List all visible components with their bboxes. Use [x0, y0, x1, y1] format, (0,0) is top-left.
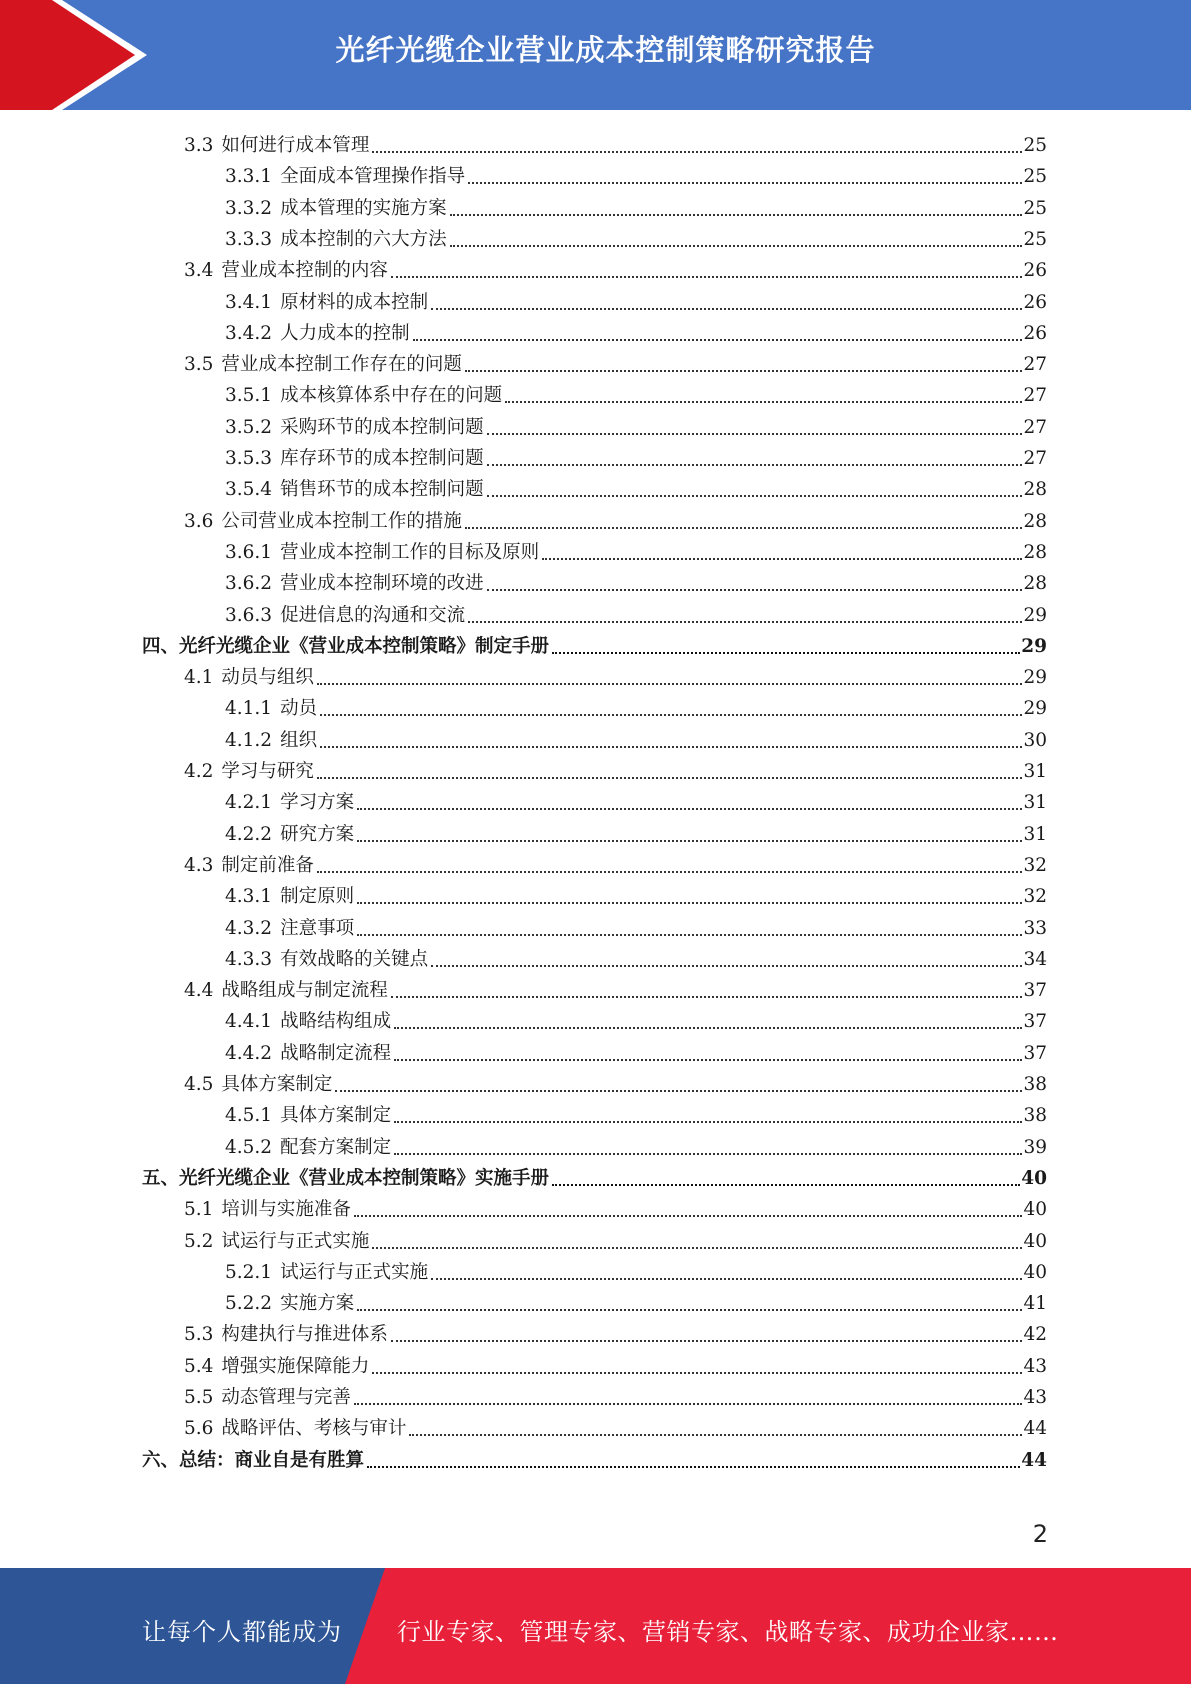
toc-entry-label: [225, 1104, 393, 1128]
toc-entry-page: 29: [1023, 698, 1047, 720]
dot-leader: [357, 1309, 1022, 1311]
toc-entry-page: 40: [1023, 1261, 1047, 1283]
toc-entry[interactable]: [225, 878, 1047, 909]
toc-entry-number: 4.2.2: [225, 823, 273, 845]
toc-entry-page: 40: [1023, 1199, 1047, 1221]
toc-entry-number: 4.4.1: [225, 1011, 273, 1033]
dot-leader: [394, 1059, 1022, 1061]
toc-entry-label: [225, 447, 486, 471]
toc-entry-title: 成本管理的实施方案: [280, 197, 447, 219]
dot-leader: [372, 151, 1022, 153]
toc-entry-number: 3.5.1: [225, 385, 273, 407]
toc-entry-number: 3.3: [184, 135, 214, 156]
toc-entry-page: 32: [1023, 854, 1047, 876]
toc-entry[interactable]: [225, 221, 1047, 252]
toc-entry[interactable]: [225, 1003, 1047, 1034]
toc-entry-page: 38: [1023, 1105, 1047, 1127]
toc-entry-number: 5.3: [184, 1324, 214, 1346]
toc-entry-title: 增强实施保障能力: [221, 1355, 370, 1377]
toc-entry-number: 4.5.1: [225, 1105, 273, 1127]
toc-entry-page: 25: [1023, 228, 1047, 250]
toc-entry-label: [225, 1010, 393, 1034]
dot-leader: [354, 1215, 1023, 1217]
toc-entry-title: 库存环节的成本控制问题: [280, 448, 484, 469]
toc-entry-label: [225, 823, 356, 847]
toc-entry[interactable]: [225, 284, 1047, 315]
toc-entry[interactable]: [225, 1097, 1047, 1128]
toc-entry-label: [225, 541, 541, 565]
toc-entry[interactable]: [225, 910, 1047, 941]
toc-entry-label: [184, 1230, 371, 1254]
toc-entry-page: 40: [1021, 1167, 1047, 1189]
toc-entry-page: 37: [1023, 1011, 1047, 1033]
toc-entry-number: 4.1: [184, 667, 214, 689]
dot-leader: [409, 1434, 1022, 1436]
toc-entry[interactable]: [225, 784, 1047, 815]
toc-entry-page: 27: [1023, 354, 1047, 376]
toc-entry-number: 4.4.2: [225, 1042, 273, 1064]
toc-entry-label: [225, 478, 486, 502]
toc-entry-title: 战略制定流程: [280, 1042, 392, 1064]
toc-entry[interactable]: [184, 1410, 1047, 1441]
toc-entry-number: 3.4.1: [225, 291, 273, 313]
toc-entry[interactable]: [225, 565, 1047, 596]
dot-leader: [357, 934, 1022, 936]
toc-entry-label: [225, 791, 356, 815]
toc-entry-label: [225, 228, 449, 252]
toc-entry-number: 5.4: [184, 1355, 214, 1377]
toc-entry-number: 4.3: [184, 854, 214, 876]
toc-entry-number: 3.6.3: [225, 604, 273, 626]
toc-entry[interactable]: [184, 503, 1047, 534]
toc-entry-page: 31: [1023, 761, 1047, 782]
toc-entry-title: 营业成本控制工作的目标及原则: [280, 541, 540, 563]
toc-entry-label: [142, 1449, 366, 1473]
toc-entry-label: [225, 948, 430, 972]
toc-entry[interactable]: [184, 1379, 1047, 1410]
toc-entry-page: 26: [1023, 291, 1047, 313]
toc-entry-title: 采购环节的成本控制问题: [280, 416, 484, 438]
dot-leader: [552, 652, 1020, 654]
toc-entry-number: 4.4: [184, 980, 214, 1002]
toc-entry-label: [184, 666, 316, 690]
dot-leader: [391, 1340, 1023, 1342]
toc-entry-label: [225, 322, 412, 346]
toc-entry-number: 4.5.2: [225, 1136, 273, 1158]
toc-entry[interactable]: [225, 471, 1047, 502]
toc-entry-label: [184, 353, 464, 377]
toc-entry-number: 5.2.2: [225, 1293, 273, 1315]
toc-entry[interactable]: [184, 1066, 1047, 1097]
toc-entry-label: [225, 1261, 430, 1285]
toc-entry-number: 3.4: [184, 260, 214, 282]
toc-entry-title: 试运行与正式实施: [280, 1261, 429, 1283]
toc-entry-title: 原材料的成本控制: [280, 291, 429, 313]
toc-entry-title: 组织: [280, 729, 318, 751]
toc-entry-label: [184, 1355, 371, 1379]
toc-entry-number: 4.3.2: [225, 917, 273, 939]
dot-leader: [357, 808, 1022, 810]
toc-entry-title: 研究方案: [280, 823, 355, 845]
toc-entry-page: 29: [1021, 635, 1047, 657]
toc-entry[interactable]: [184, 1316, 1047, 1347]
toc-entry-number: 3.5.2: [225, 416, 273, 438]
toc-entry-label: [142, 635, 551, 659]
dot-leader: [487, 589, 1023, 591]
toc-entry-page: 25: [1023, 197, 1047, 219]
toc-entry-page: 28: [1023, 573, 1047, 595]
dot-leader: [391, 996, 1023, 998]
toc-entry-label: [184, 134, 371, 158]
dot-leader: [394, 1121, 1022, 1123]
toc-entry-label: [225, 917, 356, 941]
toc-entry[interactable]: [225, 315, 1047, 346]
toc-entry-title: 营业成本控制环境的改进: [280, 573, 484, 595]
toc-entry-label: [184, 760, 316, 784]
toc-entry-page: 31: [1023, 792, 1047, 814]
page-number: 2: [1032, 1520, 1048, 1548]
toc-entry-title: 具体方案制定: [280, 1105, 392, 1127]
dot-leader: [465, 370, 1023, 372]
toc-entry-title: 配套方案制定: [280, 1136, 392, 1158]
toc-entry-label: [225, 697, 319, 721]
toc-entry-page: 28: [1023, 541, 1047, 563]
toc-entry-title: 有效战略的关键点: [280, 948, 429, 970]
dot-leader: [317, 777, 1023, 779]
footer-banner: [0, 1568, 1191, 1684]
toc-entry-page: 25: [1023, 166, 1047, 188]
toc-entry-page: 37: [1023, 1042, 1047, 1064]
toc-entry-title: 公司营业成本控制工作的措施: [221, 510, 462, 532]
toc-entry-title: 动员与组织: [221, 667, 314, 689]
toc-entry-title: 成本核算体系中存在的问题: [280, 385, 503, 407]
dot-leader: [542, 558, 1022, 560]
dot-leader: [487, 464, 1023, 466]
dot-leader: [317, 871, 1023, 873]
toc-entry-title: 培训与实施准备: [221, 1199, 351, 1221]
toc-entry-label: [225, 572, 486, 596]
toc-entry-title: 六、总结：商业自是有胜算: [142, 1449, 365, 1471]
toc-entry[interactable]: [225, 597, 1047, 628]
toc-entry-title: 实施方案: [280, 1293, 355, 1315]
toc-entry-page: 27: [1023, 416, 1047, 438]
toc-entry[interactable]: [142, 1442, 1047, 1473]
toc-entry-page: 26: [1023, 260, 1047, 282]
dot-leader: [354, 1403, 1023, 1405]
dot-leader: [450, 245, 1023, 247]
toc-entry-number: 5.5: [184, 1387, 214, 1408]
toc-entry-page: 34: [1023, 948, 1047, 970]
toc-entry-title: 具体方案制定: [221, 1074, 333, 1095]
dot-leader: [487, 495, 1023, 497]
toc-entry-number: 3.3.1: [225, 166, 273, 188]
dot-leader: [465, 527, 1023, 529]
toc-entry-label: [184, 259, 390, 283]
toc-entry-title: 五、光纤光缆企业《营业成本控制策略》实施手册: [142, 1167, 550, 1189]
toc-entry-label: [184, 510, 464, 534]
toc-entry-title: 战略组成与制定流程: [221, 980, 388, 1002]
toc-entry-title: 战略评估、考核与审计: [221, 1418, 407, 1440]
toc-entry-title: 制定前准备: [221, 854, 314, 876]
toc-entry-number: 3.5.4: [225, 479, 273, 501]
toc-entry-number: 5.2.1: [225, 1261, 273, 1283]
toc-entry-label: [184, 1198, 353, 1222]
toc-entry-label: [225, 1136, 393, 1160]
toc-entry-page: 39: [1023, 1136, 1047, 1158]
toc-entry[interactable]: [184, 847, 1047, 878]
toc-entry-page: 38: [1023, 1074, 1047, 1095]
toc-entry-page: 27: [1023, 385, 1047, 407]
toc-entry[interactable]: [225, 1285, 1047, 1316]
header-banner: [0, 0, 1191, 110]
dot-leader: [487, 433, 1023, 435]
toc-entry-label: [225, 604, 467, 628]
toc-entry[interactable]: [184, 127, 1047, 158]
toc-entry[interactable]: [184, 1223, 1047, 1254]
toc-entry-number: 5.6: [184, 1418, 214, 1440]
toc-entry-label: [184, 979, 390, 1003]
toc-entry[interactable]: [225, 1129, 1047, 1160]
toc-entry-title: 促进信息的沟通和交流: [280, 604, 466, 626]
toc-entry-number: 3.3.2: [225, 197, 273, 219]
toc-entry-title: 战略结构组成: [280, 1011, 392, 1033]
toc-entry-number: 3.6.2: [225, 573, 273, 595]
toc-entry-title: 如何进行成本管理: [221, 135, 370, 156]
toc-entry-label: [184, 1073, 334, 1097]
dot-leader: [505, 401, 1022, 403]
toc-entry-page: 25: [1023, 135, 1047, 156]
toc-entry-page: 44: [1023, 1418, 1047, 1440]
toc-entry[interactable]: [225, 190, 1047, 221]
toc-entry[interactable]: [225, 941, 1047, 972]
toc-entry-number: 4.2.1: [225, 792, 273, 814]
toc-entry-title: 营业成本控制工作存在的问题: [221, 354, 462, 376]
toc-entry-number: 4.1.1: [225, 698, 273, 720]
toc-entry-title: 动态管理与完善: [221, 1387, 351, 1408]
toc-entry-label: [225, 384, 504, 408]
toc-entry-label: [142, 1167, 551, 1191]
toc-entry[interactable]: [184, 753, 1047, 784]
toc-entry-number: 5.2: [184, 1230, 214, 1252]
toc-entry-label: [184, 1323, 390, 1347]
toc-entry[interactable]: [225, 158, 1047, 189]
toc-entry-number: 3.4.2: [225, 322, 273, 344]
toc-entry-page: 28: [1023, 479, 1047, 501]
toc-entry[interactable]: [225, 690, 1047, 721]
toc-entry-number: 3.5: [184, 354, 214, 376]
toc-entry-page: 44: [1021, 1449, 1047, 1471]
dot-leader: [320, 714, 1022, 716]
toc-entry-title: 销售环节的成本控制问题: [280, 479, 484, 501]
dot-leader: [335, 1090, 1022, 1092]
toc-entry-number: 4.3.1: [225, 886, 273, 908]
toc-entry-number: 4.1.2: [225, 729, 273, 751]
toc-entry-page: 43: [1023, 1355, 1047, 1377]
toc-entry-label: [225, 416, 486, 440]
toc-entry-number: 4.2: [184, 761, 214, 782]
dot-leader: [391, 276, 1023, 278]
footer-slogan-left: 让每个人都能成为: [142, 1618, 342, 1646]
toc-entry-page: 32: [1023, 886, 1047, 908]
toc-entry-number: 4.5: [184, 1074, 214, 1095]
dot-leader: [357, 840, 1022, 842]
toc-entry-page: 31: [1023, 823, 1047, 845]
toc-entry-title: 全面成本管理操作指导: [280, 166, 466, 188]
header-title: 光纤光缆企业营业成本控制策略研究报告: [335, 33, 876, 67]
toc-entry-title: 营业成本控制的内容: [221, 260, 388, 282]
toc-entry-page: 26: [1023, 322, 1047, 344]
toc-entry-page: 41: [1023, 1293, 1047, 1315]
toc-entry-label: [225, 1042, 393, 1066]
toc-entry[interactable]: [225, 1035, 1047, 1066]
toc-entry-page: 43: [1023, 1387, 1047, 1408]
toc-entry-title: 成本控制的六大方法: [280, 228, 447, 250]
dot-leader: [468, 182, 1022, 184]
toc-entry-title: 人力成本的控制: [280, 322, 410, 344]
toc-entry[interactable]: [225, 377, 1047, 408]
toc-entry-page: 29: [1023, 667, 1047, 689]
toc-entry[interactable]: [142, 1160, 1047, 1191]
toc-entry-page: 30: [1023, 729, 1047, 751]
toc-entry-title: 动员: [280, 698, 318, 720]
toc-entry-title: 注意事项: [280, 917, 355, 939]
toc-entry-label: [225, 197, 449, 221]
toc-entry-number: 4.3.3: [225, 948, 273, 970]
toc-entry-label: [184, 1417, 408, 1441]
footer-slogan-right: 行业专家、管理专家、营销专家、战略专家、成功企业家……: [397, 1618, 1059, 1646]
toc-entry-number: 5.1: [184, 1199, 214, 1221]
toc-entry[interactable]: [225, 409, 1047, 440]
toc-entry-number: 3.3.3: [225, 228, 273, 250]
toc-entry-label: [225, 885, 356, 909]
dot-leader: [552, 1184, 1020, 1186]
toc-entry[interactable]: [184, 659, 1047, 690]
toc-entry[interactable]: [184, 252, 1047, 283]
dot-leader: [468, 621, 1022, 623]
toc-entry-page: 27: [1023, 448, 1047, 469]
toc-entry-label: [225, 1292, 356, 1316]
dot-leader: [317, 683, 1023, 685]
toc-entry[interactable]: [184, 1348, 1047, 1379]
dot-leader: [367, 1466, 1020, 1468]
toc-entry[interactable]: [225, 1254, 1047, 1285]
toc-entry-page: 33: [1023, 917, 1047, 939]
toc-entry-title: 制定原则: [280, 886, 355, 908]
toc-entry-page: 37: [1023, 980, 1047, 1002]
toc-entry-title: 学习与研究: [221, 761, 314, 782]
toc-entry[interactable]: [184, 1191, 1047, 1222]
toc-entry-label: [225, 165, 467, 189]
dot-leader: [431, 1278, 1022, 1280]
dot-leader: [372, 1247, 1022, 1249]
dot-leader: [357, 902, 1022, 904]
dot-leader: [431, 965, 1022, 967]
toc-entry-page: 29: [1023, 604, 1047, 626]
toc-entry-page: 28: [1023, 510, 1047, 532]
dot-leader: [413, 339, 1023, 341]
toc-entry-title: 试运行与正式实施: [221, 1230, 370, 1252]
toc-entry-number: 3.6.1: [225, 541, 273, 563]
dot-leader: [394, 1153, 1022, 1155]
dot-leader: [320, 746, 1022, 748]
toc-entry-title: 四、光纤光缆企业《营业成本控制策略》制定手册: [142, 635, 550, 657]
toc-entry-page: 42: [1023, 1324, 1047, 1346]
dot-leader: [372, 1372, 1022, 1374]
toc-entry-title: 构建执行与推进体系: [221, 1324, 388, 1346]
toc-entry[interactable]: [184, 346, 1047, 377]
toc-entry-label: [225, 729, 319, 753]
toc-entry[interactable]: [225, 816, 1047, 847]
toc-entry-number: 3.6: [184, 510, 214, 532]
toc-entry-label: [184, 1386, 353, 1410]
dot-leader: [450, 214, 1023, 216]
toc-entry-page: 40: [1023, 1230, 1047, 1252]
toc-entry-label: [184, 854, 316, 878]
toc-entry-number: 3.5.3: [225, 448, 273, 469]
dot-leader: [394, 1027, 1022, 1029]
toc-entry[interactable]: [184, 972, 1047, 1003]
toc-entry[interactable]: [225, 534, 1047, 565]
toc-entry-label: [225, 291, 430, 315]
toc-entry[interactable]: [142, 628, 1047, 659]
toc-entry[interactable]: [225, 440, 1047, 471]
toc-entry-title: 学习方案: [280, 792, 355, 814]
toc-entry[interactable]: [225, 722, 1047, 753]
dot-leader: [431, 308, 1022, 310]
